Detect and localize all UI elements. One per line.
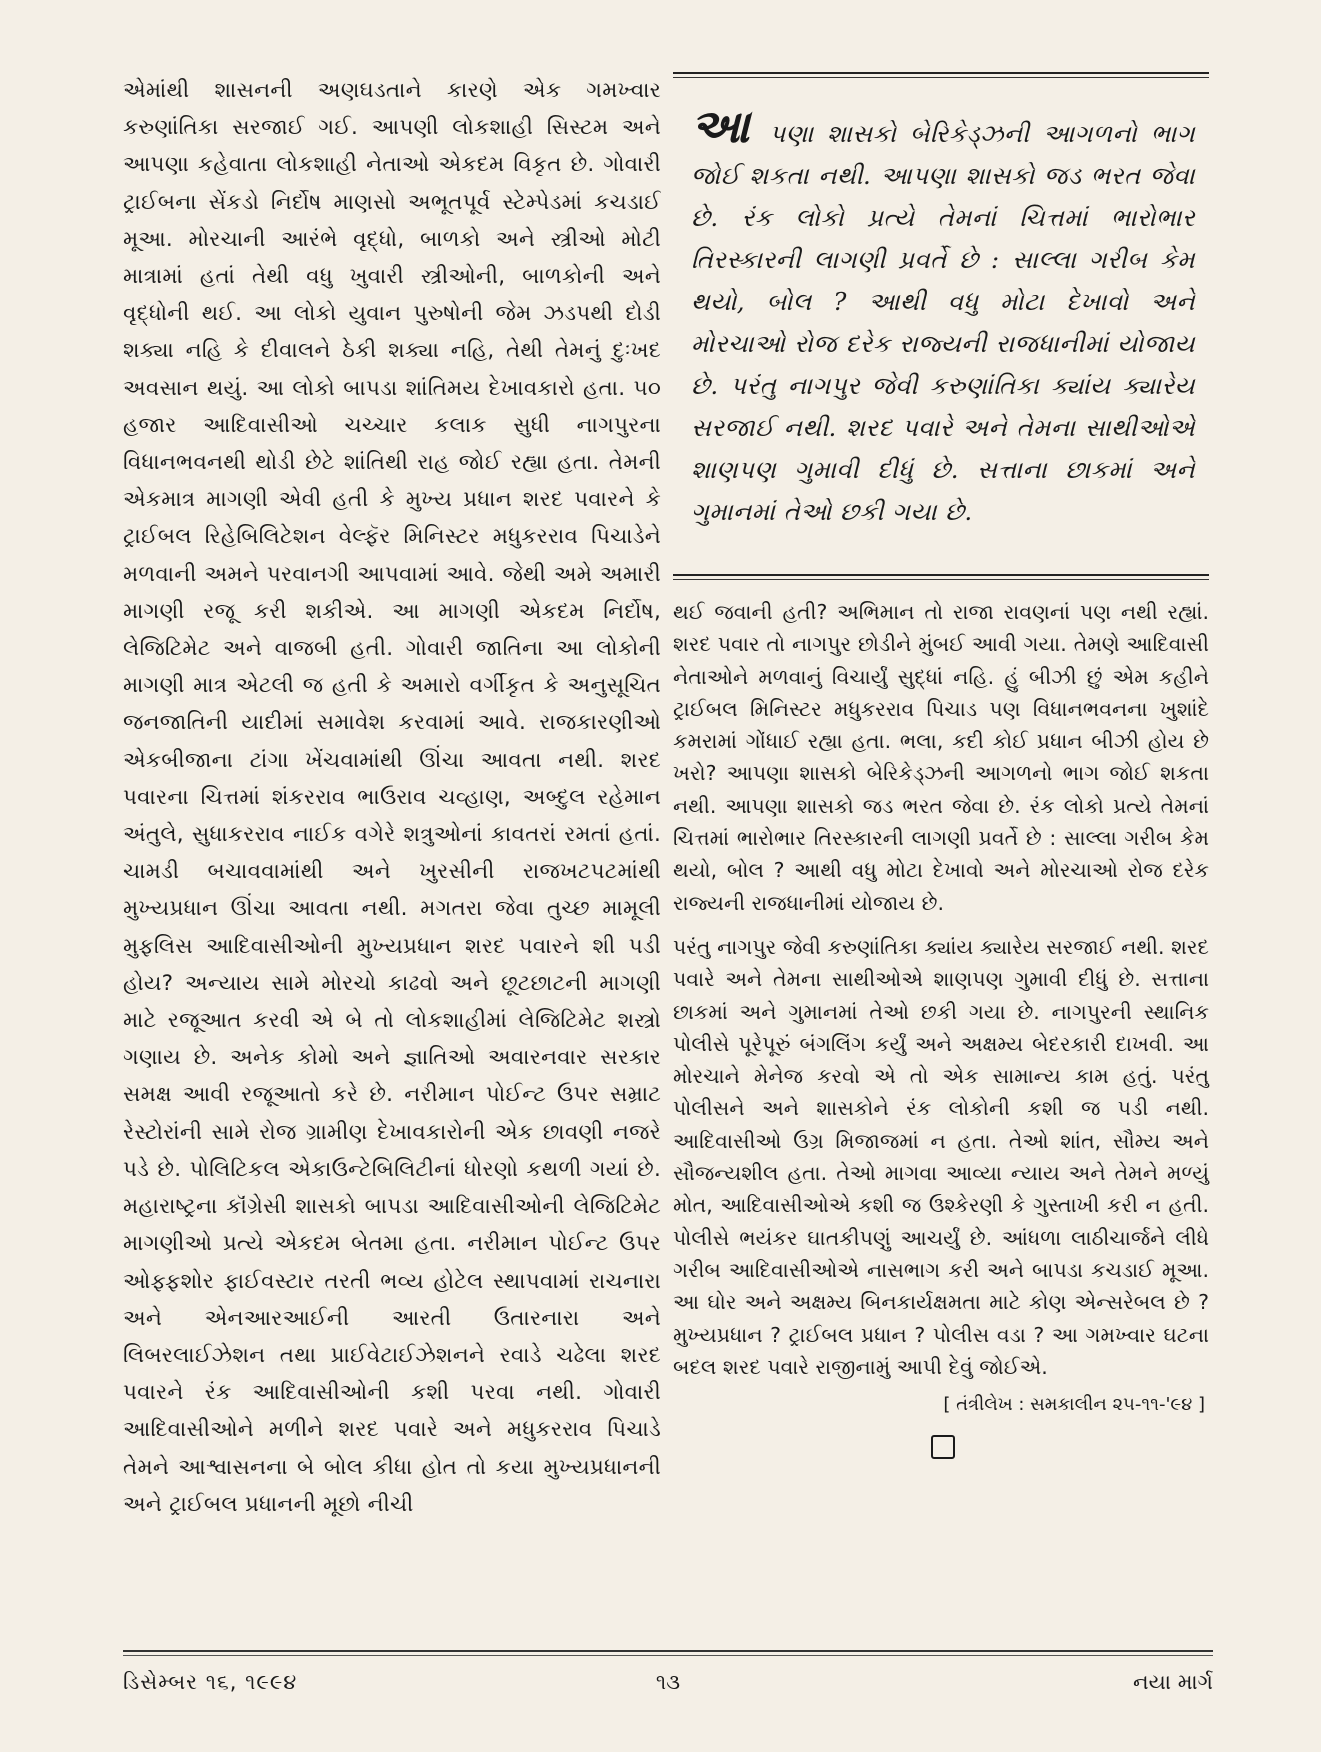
end-mark-icon (931, 1435, 955, 1459)
pull-quote-dropcap: આ (691, 99, 750, 153)
right-paragraph-1: થઈ જવાની હતી? અભિમાન તો રાજા રાવણનાં પણ નથી રહ્યાં. શરદ પવાર તો નાગપુર છોડીને મુંબઈ આવી ગયા. તેમણે આદિવાસી નેતાઓને મળવાનું વિચાર્યું સુદ્ધાં નહિ. હું બીઝી છું એમ કહીને ટ્રાઈબલ મિનિસ્ટર મધુકરરાવ પિચાડ પણ વિધાનભવનના ખુશાંદે કમરામાં ગોંધાઈ રહ્યા હતા. ભલા, કદી કોઈ પ્રધાન બીઝી હોય છે ખરો? આપણા શાસકો બેરિકેડ્ઝની આગળનો ભાગ જોઈ શકતા નથી. આપણા શાસકો જડ ભરત જેવા છે. રંક લોકો પ્રત્યે તેમનાં ચિત્તમાં ભારોભાર તિરસ્કારની લાગણી પ્રવર્તે છે : સાલ્લા ગરીબ કેમ થયો, બોલ ? આથી વધુ મોટા દેખાવો અને મોરચાઓ રોજ દરેક રાજ્યની રાજધાનીમાં યોજાય છે. (673, 600, 1209, 915)
page-footer (123, 1664, 1213, 1700)
footer-publication: નયા માર્ગ (1133, 1670, 1213, 1694)
left-column-text: એમાંથી શાસનની અણઘડતાને કારણે એક ગમખ્વાર કરુણાંતિકા સરજાઈ ગઈ. આપણી લોકશાહી સિસ્ટમ અને આપણા કહેવાતા લોકશાહી નેતાઓ એકદમ વિકૃત છે. ગોવારી ટ્રાઈબના સેંકડો નિર્દોષ માણસો અભૂતપૂર્વ સ્ટેમ્પેડમાં કચડાઈ મૂઆ. મોરચાની આરંભે વૃદ્ધો, બાળકો અને સ્ત્રીઓ મોટી માત્રામાં હતાં તેથી વધુ ખુવારી સ્ત્રીઓની, બાળકોની અને વૃદ્ધોની થઈ. આ લોકો યુવાન પુરુષોની જેમ ઝડપથી દોડી શક્યા નહિ કે દીવાલને ઠેકી શક્યા નહિ, તેથી તેમનું દુઃખદ અવસાન થયું. આ લોકો બાપડા શાંતિમય દેખાવકારો હતા. ૫૦ હજાર આદિવાસીઓ ચચ્ચાર કલાક સુધી નાગપુરના વિધાનભવનથી થોડી છેટે શાંતિથી રાહ જોઈ રહ્યા હતા. તેમની એકમાત્ર માગણી એવી હતી કે મુખ્ય પ્રધાન શરદ પવારને કે ટ્રાઈબલ રિહેબિલિટેશન વેલ્ફૅર મિનિસ્ટર મધુકરરાવ પિચાડેને મળવાની અમને પરવાનગી આપવામાં આવે. જેથી અમે અમારી માગણી રજૂ કરી શકીએ. આ માગણી એકદમ નિર્દોષ, લેજિટિમેટ અને વાજબી હતી. ગોવારી જાતિના આ લોકોની માગણી માત્ર એટલી જ હતી કે અમારો વર્ગીકૃત કે અનુસૂચિત જનજાતિની યાદીમાં સમાવેશ કરવામાં આવે. રાજકારણીઓ એકબીજાના ટાંગા ખેંચવામાંથી ઊંચા આવતા નથી. શરદ પવારના ચિત્તમાં શંકરરાવ ભાઉરાવ ચવ્હાણ, અબ્દુલ રહેમાન અંતુલે, સુધાકરરાવ નાઈક વગેરે શત્રુઓનાં કાવતરાં રમતાં હતાં. ચામડી બચાવવામાંથી અને ખુરસીની રાજખટપટમાંથી મુખ્યપ્રધાન ઊંચા આવતા નથી. મગતરા જેવા તુચ્છ મામૂલી મુફલિસ આદિવાસીઓની મુખ્યપ્રધાન શરદ પવારને શી પડી હોય? અન્યાય સામે મોરચો કાઢવો અને છૂટછાટની માગણી માટે રજૂઆત કરવી એ બે તો લોકશાહીમાં લેજિટિમેટ શસ્ત્રો ગણાય છે. અનેક કોમો અને જ્ઞાતિઓ અવારનવાર સરકાર સમક્ષ આવી રજૂઆતો કરે છે. નરીમાન પોઈન્ટ ઉપર સમ્રાટ રેસ્ટોરાંની સામે રોજ ગ્રામીણ દેખાવકારોની એક છાવણી નજરે પડે છે. પોલિટિકલ એકાઉન્ટેબિલિટીનાં ધોરણો કથળી ગયાં છે. મહારાષ્ટ્રના કૉંગ્રેસી શાસકો બાપડા આદિવાસીઓની લેજિટિમેટ માગણીઓ પ્રત્યે એકદમ બેતમા હતા. નરીમાન પોઈન્ટ ઉપર ઓફ્ફશોર ફાઈવસ્ટાર તરતી ભવ્ય હોટેલ સ્થાપવામાં રાચનારા અને એનઆરઆઈની આરતી ઉતારનારા અને લિબરલાઈઝેશન તથા પ્રાઈવેટાઈઝેશનને રવાડે ચઢેલા શરદ પવારને રંક આદિવાસીઓની કશી પરવા નથી. ગોવારી આદિવાસીઓને મળીને શરદ પવારે અને મધુકરરાવ પિચાડે તેમને આશ્વાસનના બે બોલ કીધા હોત તો કયા મુખ્યપ્રધાનની અને ટ્રાઈબલ પ્રધાનની મૂછો નીચી (123, 78, 661, 1517)
right-column-body (673, 580, 1209, 1459)
left-column (123, 72, 661, 1624)
pullquote-bottom-rule (673, 574, 1209, 576)
right-column (673, 72, 1209, 1459)
footer-rule-thin (123, 1655, 1213, 1656)
pull-quote-text: પણા શાસકો બેરિકેડ્ઝની આગળનો ભાગ જોઈ શકતા નથી. આપણા શાસકો જડ ભરત જેવા છે. રંક લોકો પ્રત્યે તેમનાં ચિત્તમાં ભારોભાર તિરસ્કારની લાગણી પ્રવર્તે છે : સાલ્લા ગરીબ કેમ થયો, બોલ ? આથી વધુ મોટા દેખાવો અને મોરચાઓ રોજ દરેક રાજ્યની રાજધાનીમાં યોજાય છે. પરંતુ નાગપુર જેવી કરુણાંતિકા ક્યાંય ક્યારેય સરજાઈ નથી. શરદ પવારે અને તેમના સાથીઓએ શાણપણ ગુમાવી દીધું છે. સત્તાના છાકમાં અને ગુમાનમાં તેઓ છકી ગયા છે. (691, 119, 1195, 526)
footer-date: ડિસેમ્બર ૧૬, ૧૯૯૪ (123, 1670, 298, 1694)
pull-quote (673, 78, 1209, 574)
footer-rule (123, 1650, 1213, 1652)
right-paragraph-2: પરંતુ નાગપુર જેવી કરુણાંતિકા ક્યાંય ક્યારેય સરજાઈ નથી. શરદ પવારે અને તેમના સાથીઓએ શાણપણ ગુમાવી દીધું છે. સત્તાના છાકમાં અને ગુમાનમાં તેઓ છકી ગયા છે. નાગપુરની સ્થાનિક પોલીસે પૂરેપૂરું બંગલિંગ કર્યું અને અક્ષમ્ય બેદરકારી દાખવી. આ મોરચાને મેનેજ કરવો એ તો એક સામાન્ય કામ હતું. પરંતુ પોલીસને અને શાસકોને રંક લોકોની કશી જ પડી નથી. આદિવાસીઓ ઉગ્ર મિજાજમાં ન હતા. તેઓ શાંત, સૌમ્ય અને સૌજન્યશીલ હતા. તેઓ માગવા આવ્યા ન્યાય અને તેમને મળ્યું મોત, આદિવાસીઓએ કશી જ ઉશ્કેરણી કે ગુસ્તાખી કરી ન હતી. પોલીસે ભયંકર ઘાતકીપણું આચર્યું છે. આંધળા લાઠીચાર્જને લીધે ગરીબ આદિવાસીઓએ નાસભાગ કરી અને બાપડા કચડાઈ મૂઆ. આ ઘોર અને અક્ષમ્ય બિનકાર્યક્ષમતા માટે કોણ એન્સરેબલ છે ? મુખ્યપ્રધાન ? ટ્રાઈબલ પ્રધાન ? પોલીસ વડા ? આ ગમખ્વાર ઘટના બદલ શરદ પવારે રાજીનામું આપી દેવું જોઈએ. (673, 934, 1209, 1379)
pullquote-top-rule (673, 72, 1209, 74)
footer-page-number: ૧૩ (655, 1670, 681, 1694)
source-citation: [ તંત્રીલેખ : સમકાલીન ૨૫-૧૧-'૯૪ ] (943, 1394, 1205, 1416)
